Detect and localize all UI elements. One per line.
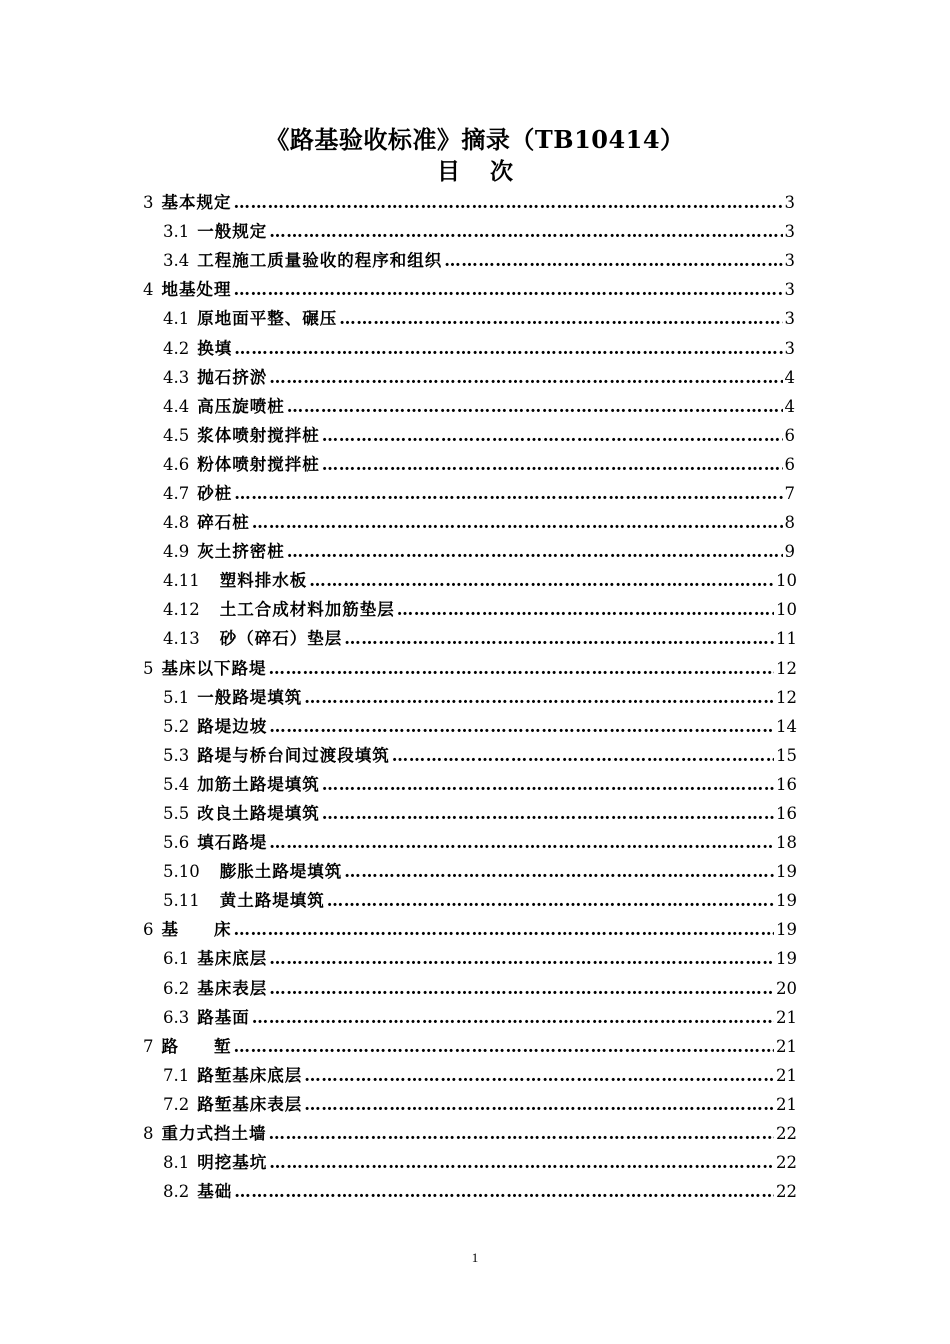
- toc-entry-page: 3: [784, 280, 795, 300]
- toc-leader-dots: [339, 304, 782, 333]
- toc-entry-label: 换填: [197, 338, 233, 358]
- toc-heading-left: 目: [437, 158, 460, 185]
- toc-entry-number: 5.1: [163, 687, 190, 707]
- toc-entry-page: 21: [776, 1036, 797, 1056]
- toc-entry-label: 黄土路堤填筑: [219, 891, 325, 911]
- toc-leader-dots: [269, 217, 782, 246]
- toc-entry-number: 5.5: [163, 804, 190, 824]
- toc-leader-dots: [444, 246, 782, 275]
- toc-entry[interactable]: [0, 944, 950, 973]
- toc-entry-number: 4.6: [163, 454, 190, 474]
- toc-leader-dots: [322, 421, 783, 450]
- toc-entry-number: 5: [143, 658, 154, 678]
- toc-entry-number: 7.1: [163, 1065, 190, 1085]
- toc-entry[interactable]: [0, 595, 950, 624]
- toc-entry-label: 碎石桩: [197, 513, 250, 533]
- toc-leader-dots: [269, 363, 782, 392]
- toc-leader-dots: [234, 915, 775, 944]
- toc-entry-number: 5.11: [163, 891, 200, 911]
- toc-entry-number: 4.12: [163, 600, 200, 620]
- toc-entry-page: 21: [776, 1094, 797, 1114]
- toc-entry-page: 3: [784, 222, 795, 242]
- toc-entry[interactable]: [0, 479, 950, 508]
- toc-leader-dots: [322, 799, 774, 828]
- toc-entry[interactable]: [0, 275, 950, 304]
- toc-leader-dots: [269, 974, 774, 1003]
- toc-entry-number: 8.2: [163, 1182, 190, 1202]
- toc-entry-number: 5.4: [163, 774, 190, 794]
- document-title: 《路基验收标准》摘录（TB10414）: [265, 125, 685, 154]
- toc-entry-label: 膨胀土路堤填筑: [219, 862, 343, 882]
- toc-heading: [0, 157, 950, 187]
- toc-leader-dots: [287, 537, 783, 566]
- toc-entry-number: 6.2: [163, 978, 190, 998]
- toc-entry-page: 3: [784, 193, 795, 213]
- toc-entry-number: 4.13: [163, 629, 200, 649]
- toc-leader-dots: [344, 857, 774, 886]
- toc-entry-number: 5.10: [163, 862, 200, 882]
- toc-entry-page: 6: [784, 425, 795, 445]
- toc-entry-label: 工程施工质量验收的程序和组织: [197, 251, 443, 271]
- toc-entry-number: 4.1: [163, 309, 190, 329]
- toc-entry-page: 4: [784, 396, 795, 416]
- toc-entry[interactable]: [0, 1090, 950, 1119]
- toc-entry-page: 7: [784, 483, 795, 503]
- toc-entry[interactable]: [0, 886, 950, 915]
- toc-leader-dots: [322, 450, 783, 479]
- toc-leader-dots: [269, 828, 774, 857]
- toc-entry-label: 塑料排水板: [219, 571, 308, 591]
- toc-entry-label: 路 堑: [161, 1036, 232, 1056]
- toc-leader-dots: [309, 566, 774, 595]
- toc-entry-label: 路堤边坡: [197, 716, 268, 736]
- table-of-contents: [0, 188, 950, 1206]
- toc-entry[interactable]: [0, 363, 950, 392]
- toc-entry-number: 7.2: [163, 1094, 190, 1114]
- toc-entry-label: 基床表层: [197, 978, 268, 998]
- toc-entry-label: 基床底层: [197, 949, 268, 969]
- toc-entry-label: 土工合成材料加筋垫层: [219, 600, 395, 620]
- toc-leader-dots: [322, 770, 774, 799]
- toc-entry-label: 基础: [197, 1182, 233, 1202]
- toc-entry-label: 基 床: [161, 920, 232, 940]
- toc-leader-dots: [269, 1119, 775, 1148]
- toc-entry-page: 16: [776, 804, 797, 824]
- toc-entry-number: 5.2: [163, 716, 190, 736]
- toc-entry-number: 5.3: [163, 745, 190, 765]
- toc-leader-dots: [269, 1148, 774, 1177]
- toc-entry[interactable]: [0, 421, 950, 450]
- toc-entry[interactable]: [0, 508, 950, 537]
- toc-entry-label: 一般规定: [197, 222, 268, 242]
- toc-entry[interactable]: [0, 741, 950, 770]
- toc-entry-number: 6.3: [163, 1007, 190, 1027]
- toc-entry[interactable]: [0, 1032, 950, 1061]
- toc-entry-label: 高压旋喷桩: [197, 396, 285, 416]
- toc-entry-page: 19: [776, 949, 797, 969]
- toc-entry-page: 12: [776, 658, 797, 678]
- toc-entry[interactable]: [0, 1177, 950, 1206]
- toc-entry[interactable]: [0, 712, 950, 741]
- toc-entry[interactable]: [0, 1061, 950, 1090]
- toc-entry[interactable]: [0, 828, 950, 857]
- toc-leader-dots: [252, 1003, 774, 1032]
- toc-entry-number: 4.2: [163, 338, 190, 358]
- toc-entry[interactable]: [0, 1148, 950, 1177]
- toc-entry[interactable]: [0, 770, 950, 799]
- toc-leader-dots: [234, 275, 783, 304]
- toc-entry-page: 22: [776, 1153, 797, 1173]
- toc-entry-page: 21: [776, 1065, 797, 1085]
- toc-entry[interactable]: [0, 624, 950, 653]
- toc-entry-page: 19: [776, 891, 797, 911]
- toc-leader-dots: [234, 1032, 775, 1061]
- toc-entry-number: 3.4: [163, 251, 190, 271]
- toc-leader-dots: [234, 334, 782, 363]
- toc-entry-page: 20: [776, 978, 797, 998]
- toc-entry-number: 4.3: [163, 367, 190, 387]
- toc-entry-label: 一般路堤填筑: [197, 687, 303, 707]
- toc-entry-number: 3: [143, 193, 154, 213]
- toc-entry[interactable]: [0, 450, 950, 479]
- toc-leader-dots: [327, 886, 774, 915]
- toc-entry-number: 4.4: [163, 396, 190, 416]
- toc-entry-label: 地基处理: [161, 280, 232, 300]
- toc-entry[interactable]: [0, 974, 950, 1003]
- toc-entry-page: 16: [776, 774, 797, 794]
- toc-entry-page: 3: [784, 309, 795, 329]
- toc-entry[interactable]: [0, 188, 950, 217]
- toc-entry[interactable]: [0, 537, 950, 566]
- toc-entry-label: 路基面: [197, 1007, 250, 1027]
- toc-entry-label: 明挖基坑: [197, 1153, 268, 1173]
- toc-entry-page: 10: [776, 571, 797, 591]
- toc-leader-dots: [397, 595, 774, 624]
- toc-entry[interactable]: [0, 683, 950, 712]
- toc-entry-page: 22: [776, 1182, 797, 1202]
- toc-entry-number: 4.9: [163, 542, 190, 562]
- toc-entry-page: 15: [776, 745, 797, 765]
- toc-entry-page: 11: [776, 629, 797, 649]
- toc-entry-number: 4.5: [163, 425, 190, 445]
- toc-leader-dots: [269, 712, 774, 741]
- toc-entry-page: 9: [784, 542, 795, 562]
- toc-entry-label: 路堑基床表层: [197, 1094, 303, 1114]
- toc-entry-number: 7: [143, 1036, 154, 1056]
- toc-entry-label: 填石路堤: [197, 833, 268, 853]
- toc-entry[interactable]: [0, 333, 950, 362]
- toc-entry-label: 基本规定: [161, 193, 232, 213]
- toc-heading-right: 次: [490, 158, 513, 185]
- toc-entry-page: 10: [776, 600, 797, 620]
- toc-leader-dots: [269, 654, 775, 683]
- toc-leader-dots: [304, 683, 774, 712]
- toc-leader-dots: [252, 508, 783, 537]
- toc-entry[interactable]: [0, 799, 950, 828]
- toc-leader-dots: [287, 392, 783, 421]
- toc-entry-page: 6: [784, 454, 795, 474]
- toc-entry-page: 14: [776, 716, 797, 736]
- toc-entry-label: 砂（碎石）垫层: [219, 629, 343, 649]
- toc-entry-page: 8: [784, 513, 795, 533]
- toc-entry-label: 路堤与桥台间过渡段填筑: [197, 745, 390, 765]
- toc-entry[interactable]: [0, 304, 950, 333]
- toc-entry[interactable]: [0, 246, 950, 275]
- toc-entry-number: 6: [143, 920, 154, 940]
- toc-entry-label: 改良土路堤填筑: [197, 804, 320, 824]
- toc-entry-label: 加筋土路堤填筑: [197, 774, 320, 794]
- toc-entry-label: 砂桩: [197, 483, 233, 503]
- toc-entry-number: 4.11: [163, 571, 200, 591]
- toc-entry-page: 19: [776, 920, 797, 940]
- toc-entry[interactable]: [0, 857, 950, 886]
- toc-entry-label: 抛石挤淤: [197, 367, 268, 387]
- toc-entry-number: 4: [143, 280, 154, 300]
- toc-entry[interactable]: [0, 1003, 950, 1032]
- toc-entry-page: 19: [776, 862, 797, 882]
- toc-leader-dots: [392, 741, 774, 770]
- toc-entry-page: 3: [784, 251, 795, 271]
- toc-entry-page: 4: [784, 367, 795, 387]
- toc-leader-dots: [344, 624, 774, 653]
- toc-entry-page: 12: [776, 687, 797, 707]
- toc-entry-number: 4.8: [163, 513, 190, 533]
- toc-entry-label: 粉体喷射搅拌桩: [197, 454, 320, 474]
- toc-entry-page: 3: [784, 338, 795, 358]
- toc-entry-label: 基床以下路堤: [161, 658, 267, 678]
- toc-entry[interactable]: [0, 1119, 950, 1148]
- toc-entry-label: 浆体喷射搅拌桩: [197, 425, 320, 445]
- toc-entry-number: 4.7: [163, 483, 190, 503]
- toc-leader-dots: [304, 1061, 774, 1090]
- toc-leader-dots: [234, 1177, 774, 1206]
- toc-entry-page: 22: [776, 1124, 797, 1144]
- toc-entry[interactable]: [0, 915, 950, 944]
- toc-entry-number: 5.6: [163, 833, 190, 853]
- toc-leader-dots: [234, 479, 782, 508]
- toc-leader-dots: [269, 944, 774, 973]
- toc-entry-label: 重力式挡土墙: [161, 1124, 267, 1144]
- toc-entry-page: 18: [776, 833, 797, 853]
- toc-entry-label: 路堑基床底层: [197, 1065, 303, 1085]
- toc-leader-dots: [234, 188, 783, 217]
- toc-entry-number: 8: [143, 1124, 154, 1144]
- page-number: 1: [471, 1250, 479, 1265]
- toc-entry[interactable]: [0, 217, 950, 246]
- toc-leader-dots: [304, 1090, 774, 1119]
- toc-entry-number: 3.1: [163, 222, 190, 242]
- toc-entry-number: 6.1: [163, 949, 190, 969]
- toc-entry-label: 灰土挤密桩: [197, 542, 285, 562]
- toc-entry[interactable]: [0, 654, 950, 683]
- toc-entry[interactable]: [0, 392, 950, 421]
- toc-entry-page: 21: [776, 1007, 797, 1027]
- toc-entry[interactable]: [0, 566, 950, 595]
- toc-entry-label: 原地面平整、碾压: [197, 309, 338, 329]
- toc-entry-number: 8.1: [163, 1153, 190, 1173]
